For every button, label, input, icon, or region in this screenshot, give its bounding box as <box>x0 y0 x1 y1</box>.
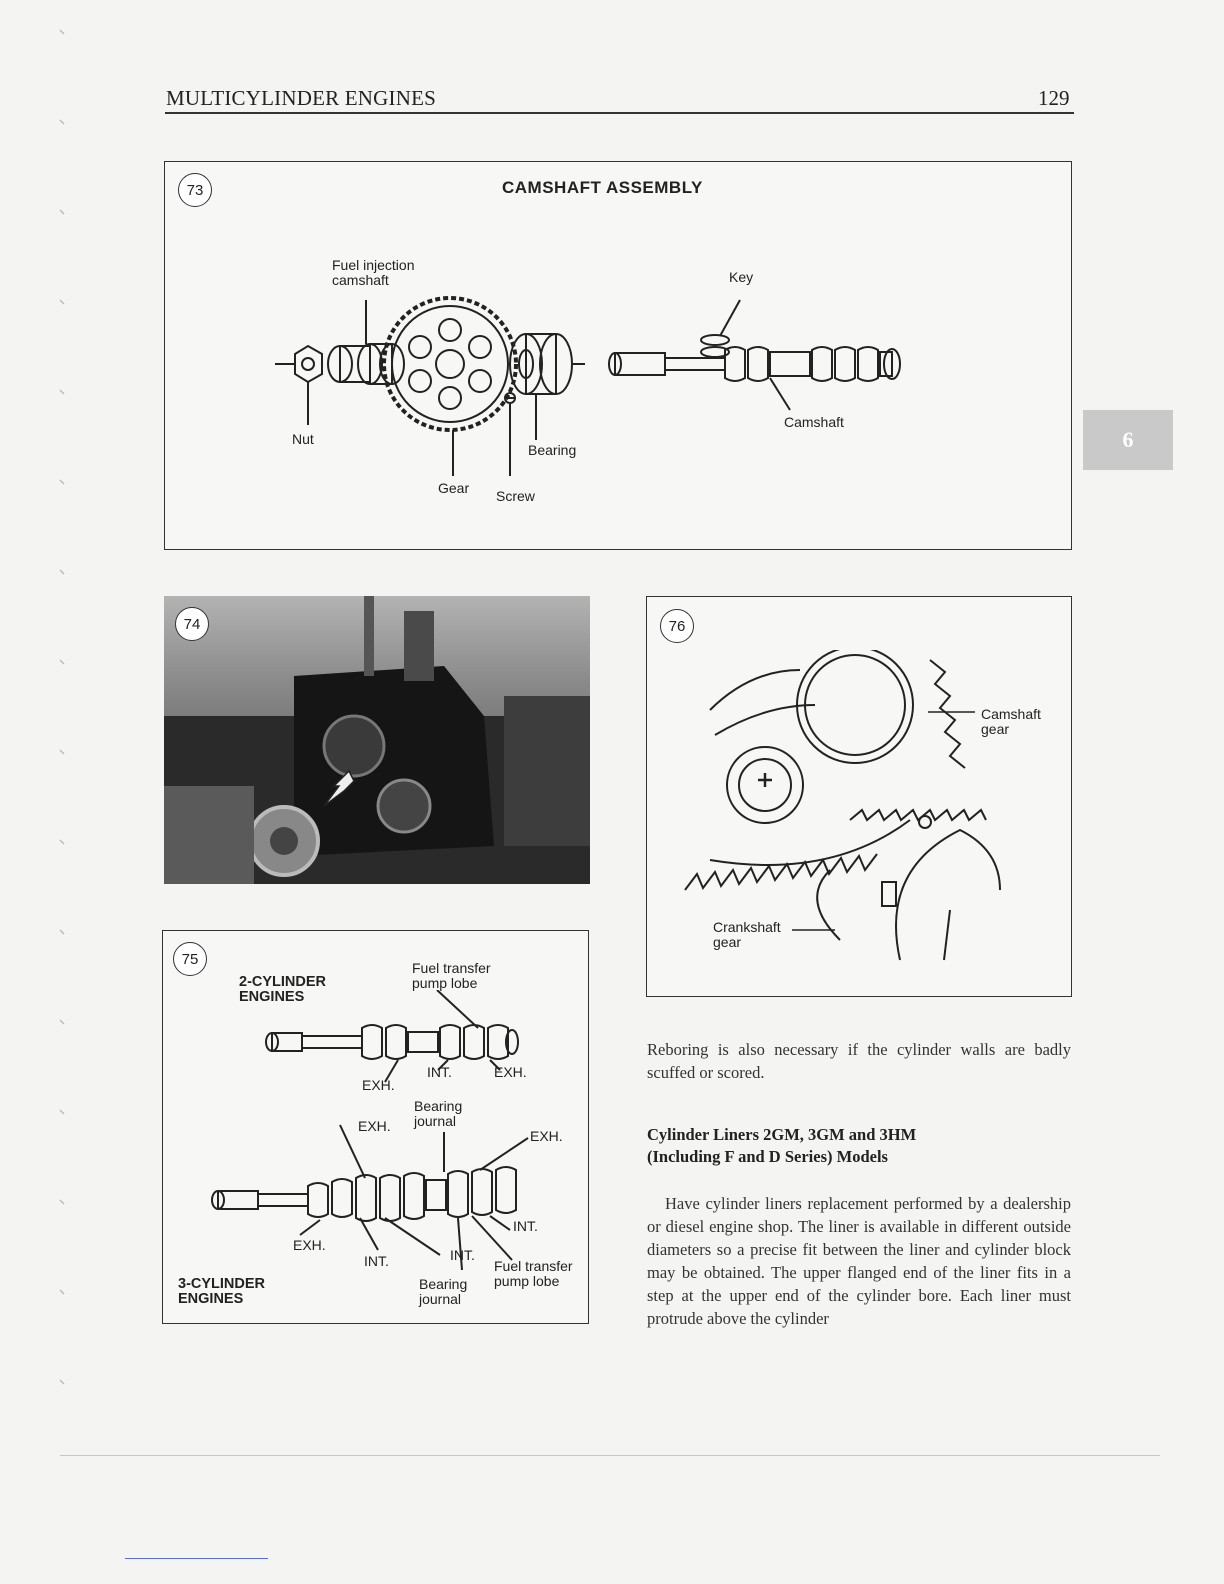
label-bearing-journal-top-2: journal <box>414 1113 457 1129</box>
label-bearing-journal-bottom-1: Bearing <box>419 1276 468 1292</box>
label-fuel-transfer-1: Fuel transfer <box>412 960 491 976</box>
section-heading-line-1: Cylinder Liners 2GM, 3GM and 3HM <box>647 1125 917 1144</box>
bearing-icon <box>510 334 572 394</box>
label-fuel-transfer-2: Fuel transfer <box>494 1258 573 1274</box>
label-2cyl-int: INT. <box>427 1064 452 1080</box>
figure-75-number: 75 <box>173 942 207 976</box>
label-3cyl-int-left: INT. <box>364 1253 389 1269</box>
2-cylinder-camshaft-icon <box>266 1025 518 1059</box>
label-crankshaft-gear-2: gear <box>713 934 742 950</box>
footer-rule <box>60 1455 1160 1456</box>
figure-74-photo <box>164 596 590 884</box>
label-crankshaft-gear-1: Crankshaft <box>713 919 781 935</box>
label-nut: Nut <box>292 431 314 447</box>
chapter-tab: 6 <box>1083 410 1173 470</box>
label-3cyl-exh-right: EXH. <box>530 1128 563 1144</box>
label-camshaft-gear-2: gear <box>981 721 1010 737</box>
figure-76-number: 76 <box>660 609 694 643</box>
label-3cyl-exh-top: EXH. <box>358 1118 391 1134</box>
camshaft-assembly-drawing <box>270 280 910 480</box>
header-rule <box>165 112 1074 114</box>
label-pump-lobe-2: pump lobe <box>494 1273 560 1289</box>
paragraph-liners: Have cylinder liners replacement performed by a dealership or diesel engine shop. The liner is available in different outside diameters so a precise fit between the liner and cylinder block may be obtained. The upper flanged end of the liner fits in a step at the upper end of the cylinder bore. Each liner must protrude above the cylinder <box>647 1194 1071 1328</box>
label-3cyl-int-right: INT. <box>513 1218 538 1234</box>
page-number: 129 <box>1038 86 1070 110</box>
camshaft-diagrams <box>190 990 580 1290</box>
label-3cyl-exh-left: EXH. <box>293 1237 326 1253</box>
figure-73-title: CAMSHAFT ASSEMBLY <box>502 178 703 197</box>
label-key: Key <box>729 269 754 285</box>
label-bearing: Bearing <box>528 442 577 458</box>
scan-line <box>125 1558 268 1559</box>
label-2cyl-exh-right: EXH. <box>494 1064 527 1080</box>
label-2cyl-exh-left: EXH. <box>362 1077 395 1093</box>
nut-icon <box>295 346 322 382</box>
figure-73-number: 73 <box>178 173 212 207</box>
paragraph-reboring: Reboring is also necessary if the cylinder walls are badly scuffed or scored. <box>647 1040 1071 1082</box>
label-fuel-injection-1: Fuel injection <box>332 257 415 273</box>
figure-74-number: 74 <box>175 607 209 641</box>
label-2-cylinder-1: 2-CYLINDER <box>239 974 327 990</box>
margin-marks <box>52 0 72 1584</box>
label-pump-lobe-1: pump lobe <box>412 975 478 991</box>
label-camshaft: Camshaft <box>784 414 844 430</box>
label-3-cylinder-1: 3-CYLINDER <box>178 1276 266 1292</box>
label-bearing-journal-bottom-2: journal <box>419 1291 462 1307</box>
label-3cyl-int-mid: INT. <box>450 1247 475 1263</box>
label-screw: Screw <box>496 488 535 504</box>
label-2-cylinder-2: ENGINES <box>239 989 305 1005</box>
running-header: MULTICYLINDER ENGINES <box>166 86 436 110</box>
label-bearing-journal-top-1: Bearing <box>414 1098 463 1114</box>
label-3-cylinder-2: ENGINES <box>178 1291 244 1307</box>
label-camshaft-gear-1: Camshaft <box>981 706 1041 722</box>
camshaft-icon <box>609 335 900 381</box>
label-gear: Gear <box>438 480 470 496</box>
label-fuel-injection-2: camshaft <box>332 272 389 288</box>
section-heading-line-2: (Including F and D Series) Models <box>647 1147 888 1166</box>
